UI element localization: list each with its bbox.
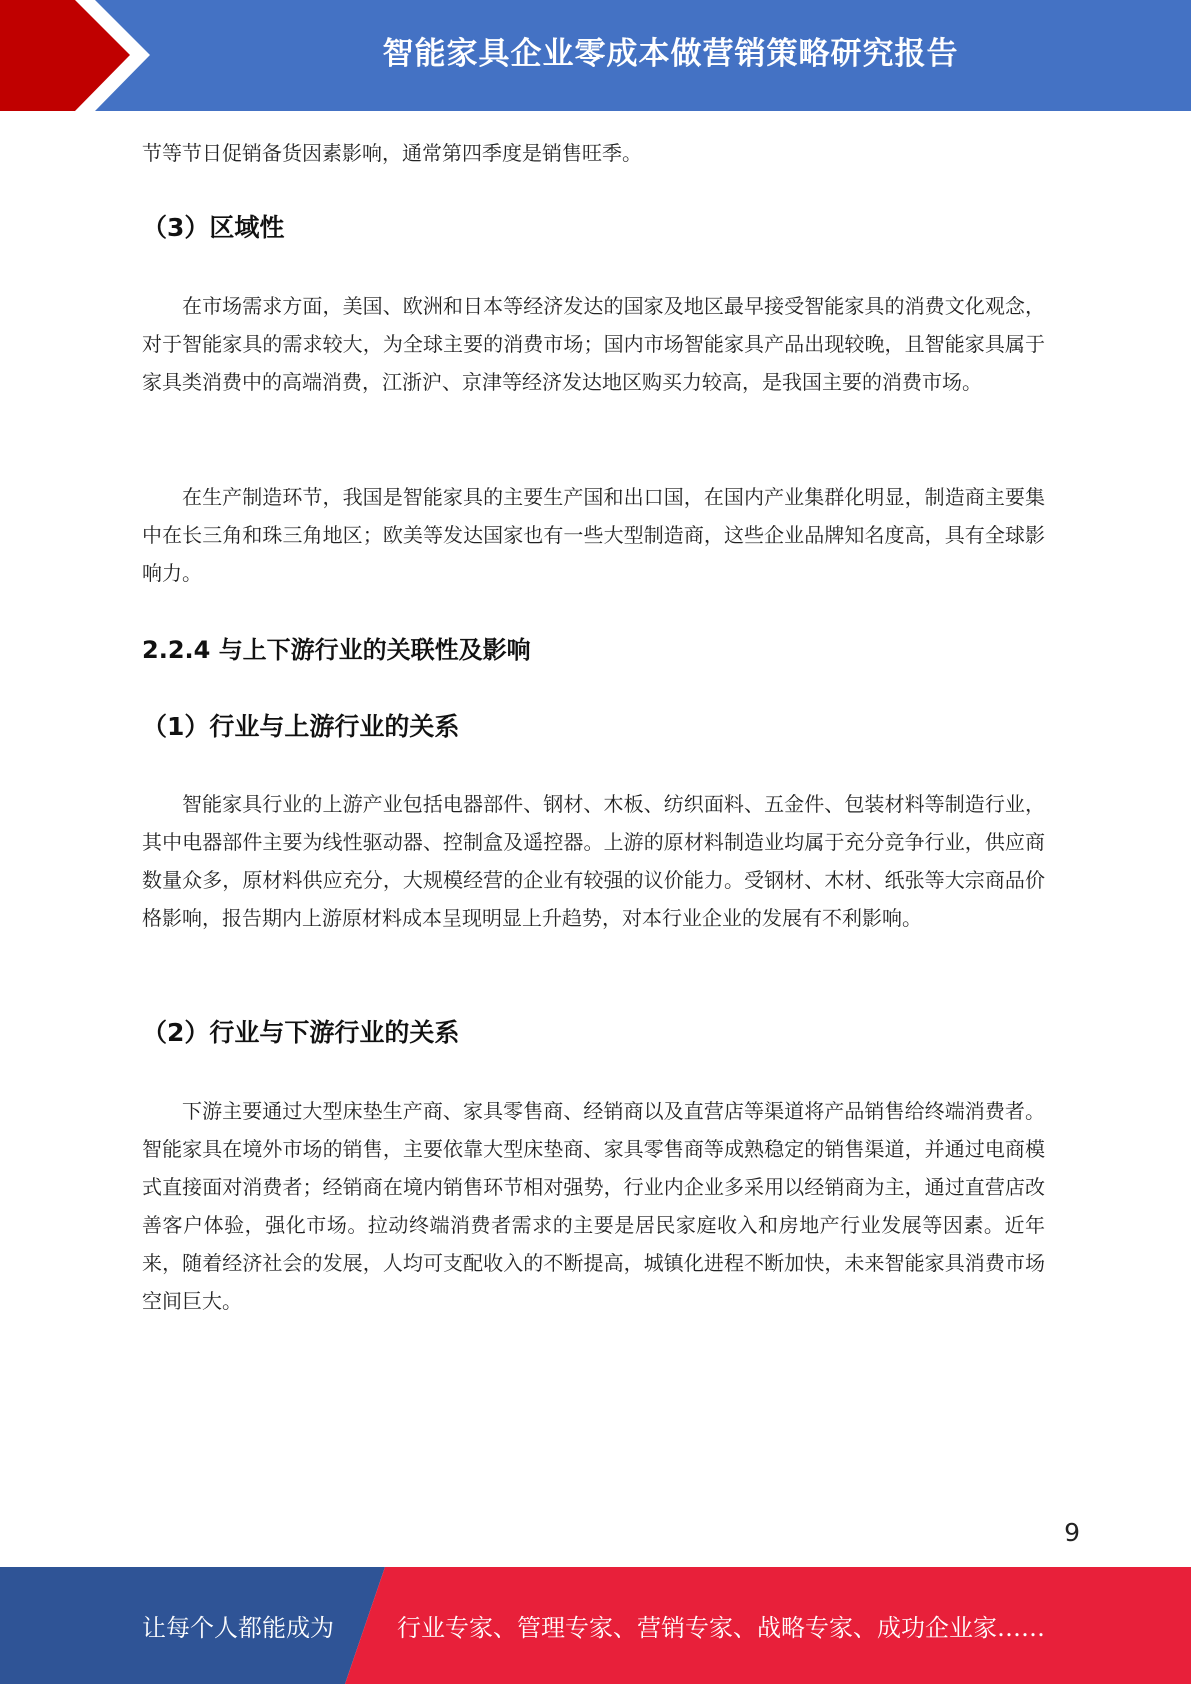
page-header xyxy=(0,0,1191,111)
subheading-upstream xyxy=(142,707,1045,743)
section-subheading: （2）行业与下游行业的关系 xyxy=(142,1018,460,1047)
paragraph: 在生产制造环节，我国是智能家具的主要生产国和出口国，在国内产业集群化明显，制造商主要集中在长三角和珠三角地区；欧美等发达国家也有一些大型制造商，这些企业品牌知名度高，具有全球影响力。 xyxy=(142,485,1045,585)
footer-slogan-left: 让每个人都能成为 xyxy=(142,1614,334,1642)
paragraph-continuation xyxy=(142,134,1045,172)
paragraph-region-production xyxy=(142,478,1045,592)
paragraph: 下游主要通过大型床垫生产商、家具零售商、经销商以及直营店等渠道将产品销售给终端消费者。智能家具在境外市场的销售，主要依靠大型床垫商、家具零售商等成熟稳定的销售渠道，并通过电商模式直接面对消费者；经销商在境内销售环节相对强势，行业内企业多采用以经销商为主，通过直营店改善客户体验，强化市场。拉动终端消费者需求的主要是居民家庭收入和房地产行业发展等因素。近年来，随着经济社会的发展，人均可支配收入的不断提高，城镇化进程不断加快，未来智能家具消费市场空间巨大。 xyxy=(142,1099,1045,1313)
paragraph-upstream xyxy=(142,785,1045,937)
subheading-region xyxy=(142,208,1045,244)
subheading-downstream xyxy=(142,1013,1045,1049)
footer-slogan-right: 行业专家、管理专家、营销专家、战略专家、成功企业家…… xyxy=(397,1614,1045,1642)
section-subheading: （1）行业与上游行业的关系 xyxy=(142,712,460,741)
report-title: 智能家具企业零成本做营销策略研究报告 xyxy=(382,35,959,72)
section-heading-224 xyxy=(142,630,1045,665)
page-number: 9 xyxy=(1064,1518,1080,1547)
section-subheading: （3）区域性 xyxy=(142,213,285,242)
paragraph: 节等节日促销备货因素影响，通常第四季度是销售旺季。 xyxy=(142,141,642,165)
paragraph: 智能家具行业的上游产业包括电器部件、钢材、木板、纺织面料、五金件、包装材料等制造行业，其中电器部件主要为线性驱动器、控制盒及遥控器。上游的原材料制造业均属于充分竞争行业，供应商数量众多，原材料供应充分，大规模经营的企业有较强的议价能力。受钢材、木材、纸张等大宗商品价格影响，报告期内上游原材料成本呈现明显上升趋势，对本行业企业的发展有不利影响。 xyxy=(142,792,1045,930)
section-heading: 2.2.4 与上下游行业的关联性及影响 xyxy=(142,636,531,664)
paragraph: 在市场需求方面，美国、欧洲和日本等经济发达的国家及地区最早接受智能家具的消费文化观念，对于智能家具的需求较大，为全球主要的消费市场；国内市场智能家具产品出现较晚，且智能家具属于家具类消费中的高端消费，江浙沪、京津等经济发达地区购买力较高，是我国主要的消费市场。 xyxy=(142,294,1045,394)
paragraph-downstream xyxy=(142,1092,1045,1320)
page-footer xyxy=(0,1567,1191,1684)
paragraph-region-demand xyxy=(142,287,1045,401)
